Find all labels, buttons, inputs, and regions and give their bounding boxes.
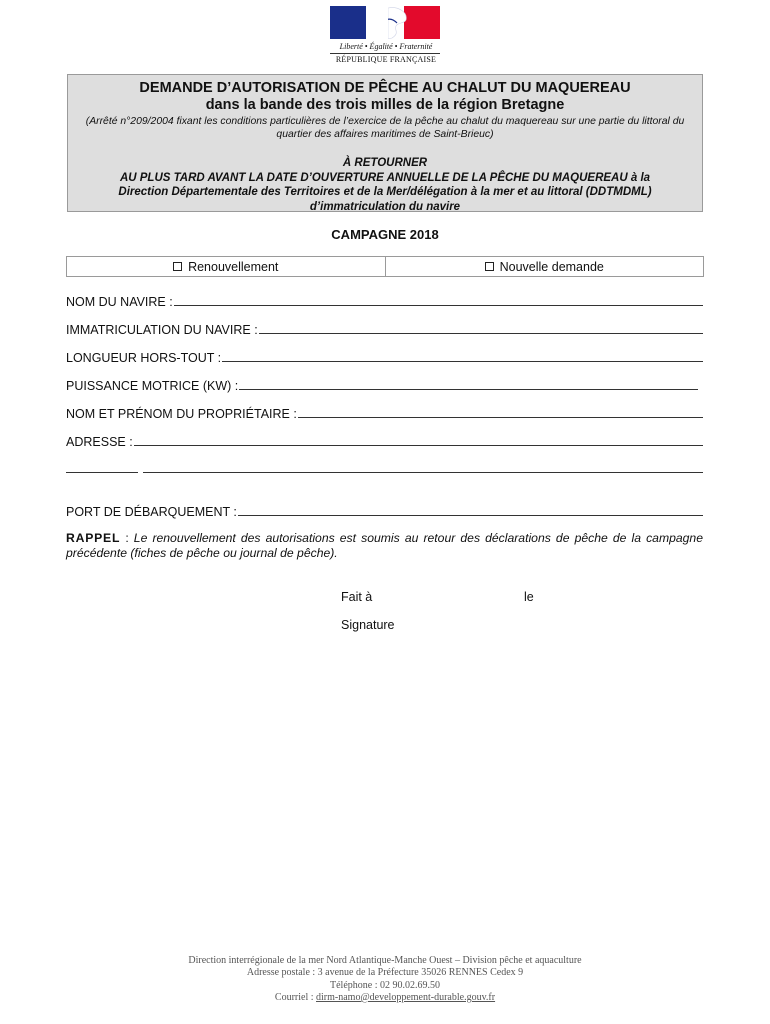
rappel-text: Le renouvellement des autorisations est soumis au retour des déclarations de pêche de la campagne précédente (fiches de pêche ou journal de pêche). xyxy=(66,531,703,560)
footer-email-label: Courriel : xyxy=(274,991,317,1003)
puissance-label: PUISSANCE MOTRICE (KW) : xyxy=(66,379,239,393)
nouvelle-demande-checkbox[interactable] xyxy=(485,262,494,271)
longueur-label: LONGUEUR HORS-TOUT : xyxy=(66,351,222,365)
rappel-label: RAPPEL xyxy=(66,531,121,545)
port-line[interactable] xyxy=(238,515,703,516)
logo-divider xyxy=(330,53,440,54)
port-field[interactable] xyxy=(66,503,703,519)
puissance-line[interactable] xyxy=(239,389,698,390)
footer-address: Adresse postale : 3 avenue de la Préfecture 35026 RENNES Cedex 9 xyxy=(246,967,524,979)
proprietaire-line[interactable] xyxy=(298,417,703,418)
longueur-line[interactable] xyxy=(222,361,703,362)
nom-navire-field[interactable] xyxy=(66,293,703,309)
marianne-profile-icon xyxy=(388,6,428,39)
nom-navire-line[interactable] xyxy=(174,305,703,306)
port-label: PORT DE DÉBARQUEMENT : xyxy=(66,505,237,519)
form-subtitle: dans la bande des trois milles de la région Bretagne xyxy=(205,97,565,113)
nouvelle-demande-label: Nouvelle demande xyxy=(499,259,604,274)
form-title: DEMANDE D’AUTORISATION DE PÊCHE AU CHALUT DU MAQUEREAU xyxy=(139,80,631,96)
footer-direction: Direction interrégionale de la mer Nord Atlantique-Manche Ouest – Division pêche et aquaculture xyxy=(188,955,582,966)
immatriculation-line[interactable] xyxy=(259,333,703,334)
renouvellement-label: Renouvellement xyxy=(188,259,279,274)
return-line-2: AU PLUS TARD AVANT LA DATE D’OUVERTURE ANNUELLE DE LA PÊCHE DU MAQUEREAU à la xyxy=(119,171,651,184)
date-label: le xyxy=(524,590,534,604)
nouvelle-demande-option[interactable] xyxy=(385,257,704,276)
renouvellement-option[interactable] xyxy=(67,257,385,276)
footer xyxy=(0,955,770,1004)
return-line-3: Direction Départementale des Territoires et de la Mer/délégation à la mer et au littoral (DDTMDML) xyxy=(118,186,652,198)
republique-francaise: RÉPUBLIQUE FRANÇAISE xyxy=(335,55,437,64)
adresse-label: ADRESSE : xyxy=(66,435,133,449)
return-line-1: À RETOURNER xyxy=(342,157,428,169)
nom-navire-label: NOM DU NAVIRE : xyxy=(66,295,173,309)
adresse-continuation-line[interactable] xyxy=(66,472,703,473)
immatriculation-label: IMMATRICULATION DU NAVIRE : xyxy=(66,323,258,337)
fait-a-label: Fait à xyxy=(341,590,373,604)
proprietaire-label: NOM ET PRÉNOM DU PROPRIÉTAIRE : xyxy=(66,407,297,421)
proprietaire-field[interactable] xyxy=(66,405,703,421)
motto: Liberté • Égalité • Fraternité xyxy=(339,42,433,51)
footer-email-line xyxy=(0,992,770,1004)
footer-phone: Téléphone : 02 90.02.69.50 xyxy=(330,979,440,991)
marianne-logo xyxy=(330,6,442,68)
signature-label: Signature xyxy=(341,618,395,632)
immatriculation-field[interactable] xyxy=(66,321,703,337)
tricolor-flag xyxy=(330,6,440,39)
rappel-notice xyxy=(66,531,703,561)
puissance-field[interactable] xyxy=(66,377,698,393)
campaign-title: CAMPAGNE 2018 xyxy=(331,227,439,242)
rappel-separator: : xyxy=(120,531,134,545)
adresse-field[interactable] xyxy=(66,433,703,449)
return-instructions xyxy=(68,156,702,214)
footer-email-link[interactable]: dirm-namo@developpement-durable.gouv.fr xyxy=(316,991,496,1003)
longueur-field[interactable] xyxy=(66,349,703,365)
form-header xyxy=(67,74,703,212)
return-line-4: d’immatriculation du navire xyxy=(309,200,461,213)
adresse-line[interactable] xyxy=(134,445,703,446)
renouvellement-checkbox[interactable] xyxy=(173,262,182,271)
arrete-reference: (Arrêté n°209/2004 fixant les conditions particulières de l’exercice de la pêche au chalut du maquereau sur une partie du littoral du quartier des affaires maritimes de Saint-Brieuc) xyxy=(85,116,685,140)
request-type-table xyxy=(66,256,704,277)
